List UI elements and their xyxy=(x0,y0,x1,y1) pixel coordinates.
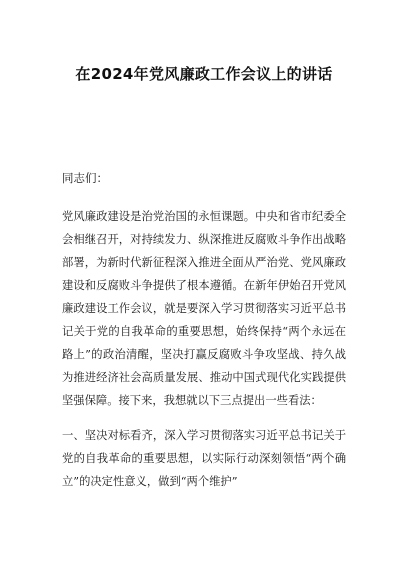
paragraph-line: 会相继召开，对持续发力、纵深推进反腐败斗争作出战略 xyxy=(62,233,346,246)
greeting: 同志们： xyxy=(62,171,108,185)
paragraph-line: 部署，为新时代新征程深入推进全面从严治党、党风廉政 xyxy=(62,256,346,269)
paragraph-line: 路上”的政治清醒，坚决打赢反腐败斗争攻坚战、持久战 xyxy=(62,348,346,361)
paragraph-intro xyxy=(62,205,346,412)
paragraph-line: 党风廉政建设是治党治国的永恒课题。中央和省市纪委全 xyxy=(62,210,346,223)
section-heading-one xyxy=(62,424,346,493)
paragraph-line: 为推进经济社会高质量发展、推动中国式现代化实践提供 xyxy=(62,371,346,384)
paragraph-line: 建设和反腐败斗争提供了根本遵循。在新年伊始召开党风 xyxy=(62,279,346,292)
paragraph-line: 立”的决定性意义，做到“两个维护” xyxy=(62,475,238,488)
document-title: 在2024年党风廉政工作会议上的讲话 xyxy=(75,65,333,83)
paragraph-line: 记关于党的自我革命的重要思想，始终保持“两个永远在 xyxy=(62,325,346,338)
paragraph-line: 坚强保障。接下来，我想就以下三点提出一些看法： xyxy=(62,394,322,407)
paragraph-line: 党的自我革命的重要思想，以实际行动深刻领悟“两个确 xyxy=(62,452,346,465)
paragraph-line: 廉政建设工作会议，就是要深入学习贯彻落实习近平总书 xyxy=(62,302,346,315)
paragraph-line: 一、坚决对标看齐，深入学习贯彻落实习近平总书记关于 xyxy=(62,429,346,442)
